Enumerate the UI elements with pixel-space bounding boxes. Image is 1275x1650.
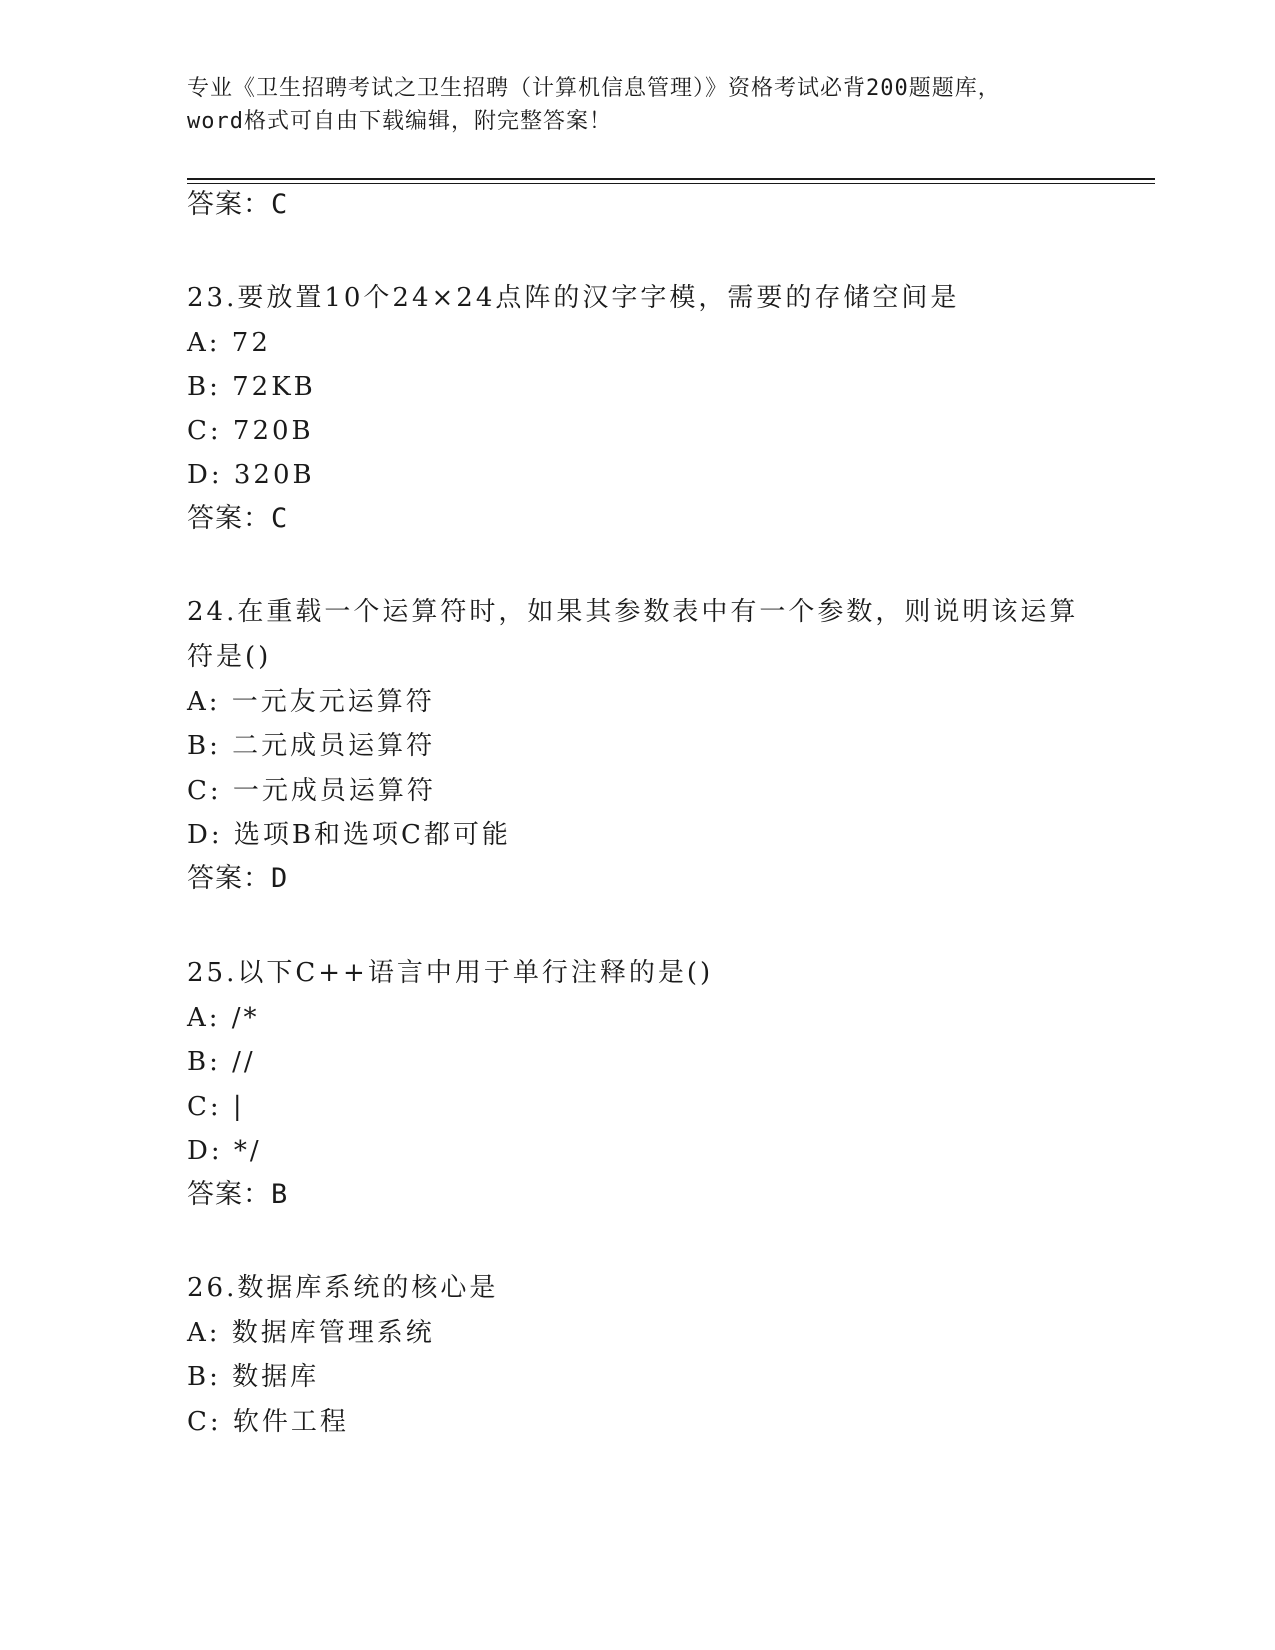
question-25-option-d: D: */ xyxy=(187,1136,262,1166)
question-24-option-d: D: 选项B和选项C都可能 xyxy=(187,820,511,850)
question-26-text: 26.数据库系统的核心是 xyxy=(187,1273,499,1303)
question-24-text-line-1: 24.在重载一个运算符时，如果其参数表中有一个参数，则说明该运算 xyxy=(187,597,1079,627)
question-23-text: 23.要放置10个24×24点阵的汉字字模，需要的存储空间是 xyxy=(187,283,960,313)
question-24-option-a: A: 一元友元运算符 xyxy=(187,687,435,717)
question-25-option-b: B: // xyxy=(187,1047,256,1077)
question-25-option-c: C: | xyxy=(187,1092,245,1122)
question-24-option-c: C: 一元成员运算符 xyxy=(187,776,436,806)
question-24-option-b: B: 二元成员运算符 xyxy=(187,731,436,761)
previous-answer: 答案：C xyxy=(187,189,289,220)
document-header xyxy=(187,72,1087,138)
question-24-answer: 答案：D xyxy=(187,863,289,894)
header-line-2: word格式可自由下载编辑，附完整答案！ xyxy=(187,109,612,134)
header-divider-thick xyxy=(187,178,1155,180)
header-line-1: 专业《卫生招聘考试之卫生招聘（计算机信息管理）》资格考试必背200题题库， xyxy=(187,76,1001,101)
question-26-option-c: C: 软件工程 xyxy=(187,1407,349,1437)
question-26-option-b: B: 数据库 xyxy=(187,1362,320,1392)
question-23-option-d: D: 320B xyxy=(187,460,315,490)
question-25-answer: 答案：B xyxy=(187,1179,289,1210)
question-25-option-a: A: /* xyxy=(187,1003,260,1033)
question-23-option-b: B: 72KB xyxy=(187,372,316,402)
header-divider-thin xyxy=(187,183,1155,184)
question-23-answer: 答案：C xyxy=(187,503,289,534)
question-23-option-a: A: 72 xyxy=(187,328,271,358)
question-25-text: 25.以下C++语言中用于单行注释的是() xyxy=(187,958,714,988)
question-23-option-c: C: 720B xyxy=(187,416,314,446)
question-24-text-line-2: 符是() xyxy=(187,642,272,672)
question-26-option-a: A: 数据库管理系统 xyxy=(187,1318,435,1348)
